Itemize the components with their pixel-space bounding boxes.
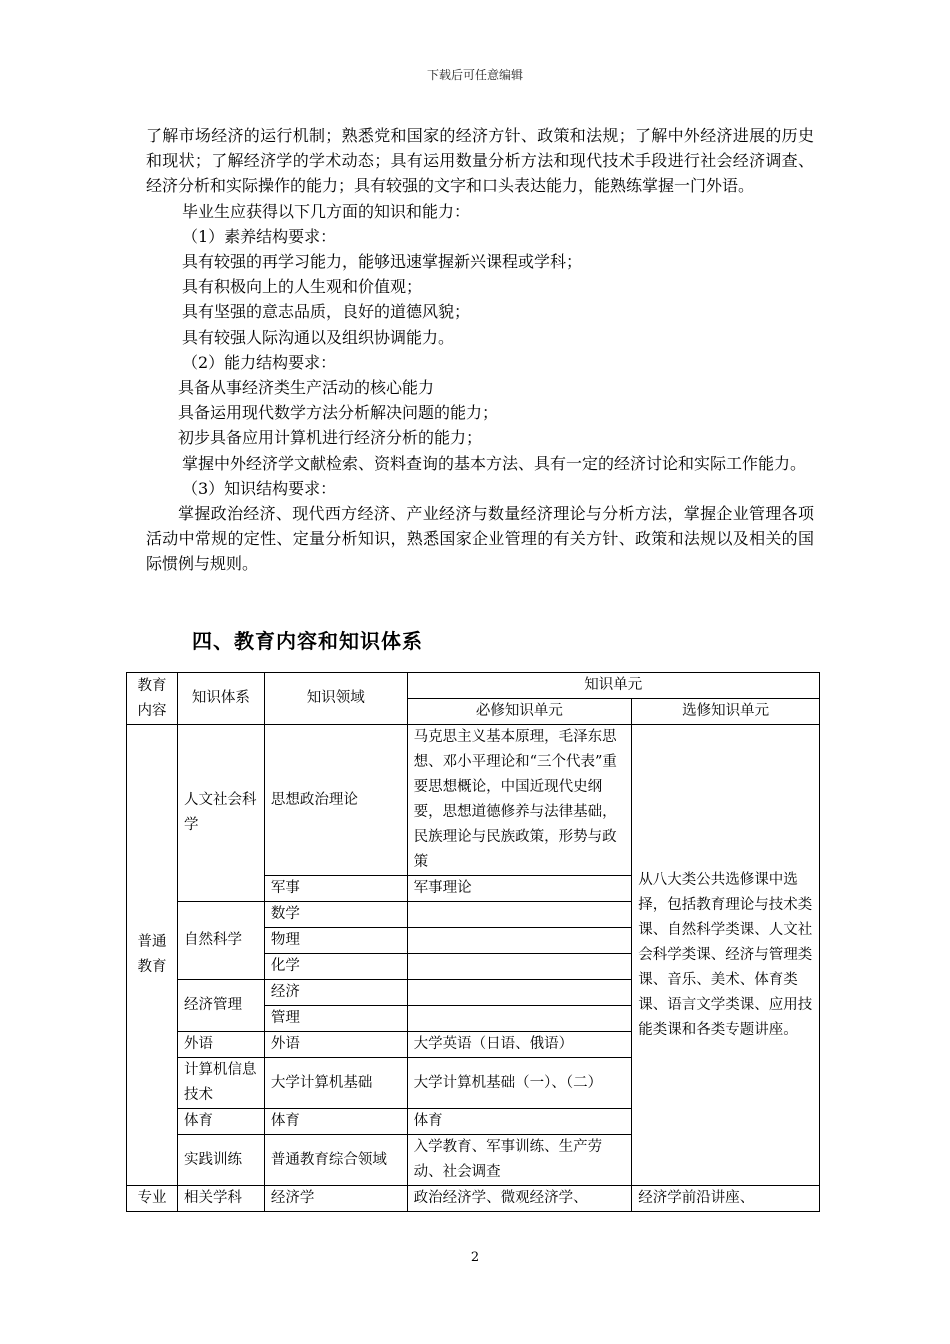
required-economics: 政治经济学、微观经济学、 xyxy=(407,1186,632,1212)
paragraph: （1）素养结构要求： xyxy=(182,226,337,246)
paragraph: 具有较强的再学习能力，能够迅速掌握新兴课程或学科； xyxy=(182,252,583,272)
field-practice: 普通教育综合领域 xyxy=(264,1135,407,1186)
knowledge-table xyxy=(126,672,820,1212)
system-natural-science: 自然科学 xyxy=(177,902,264,980)
major-cell: 专业 xyxy=(127,1186,178,1212)
system-pe: 体育 xyxy=(177,1109,264,1135)
paragraph: 具有积极向上的人生观和价值观； xyxy=(182,277,423,297)
paragraph: 掌握中外经济学文献检索、资料查询的基本方法、具有一定的经济讨论和实际工作能力。 xyxy=(182,453,807,473)
required-empty xyxy=(407,980,632,1006)
system-computer: 计算机信息技术 xyxy=(177,1058,264,1109)
section-heading: 四、教育内容和知识体系 xyxy=(192,629,423,653)
field-military: 军事 xyxy=(264,876,407,902)
page-number: 2 xyxy=(470,1250,480,1265)
field-politics: 思想政治理论 xyxy=(264,725,407,876)
header-knowledge-units: 知识单元 xyxy=(407,673,819,699)
header-required-units: 必修知识单元 xyxy=(407,699,632,725)
required-computer: 大学计算机基础（一）、（二） xyxy=(407,1058,632,1109)
system-econ-mgmt: 经济管理 xyxy=(177,980,264,1032)
required-politics: 马克思主义基本原理，毛泽东思想、邓小平理论和“三个代表”重要思想概论，中国近现代史纲要，思想道德修养与法律基础，民族理论与民族政策，形势与政策 xyxy=(407,725,632,876)
header-elective-units: 选修知识单元 xyxy=(632,699,820,725)
required-empty xyxy=(407,954,632,980)
field-chemistry: 化学 xyxy=(264,954,407,980)
system-practice: 实践训练 xyxy=(177,1135,264,1186)
field-economics: 经济学 xyxy=(264,1186,407,1212)
paragraph: 初步具备应用计算机进行经济分析的能力； xyxy=(178,428,483,448)
header-edu-content: 教育内容 xyxy=(127,673,178,725)
required-empty xyxy=(407,928,632,954)
paragraph: 具有坚强的意志品质，良好的道德风貌； xyxy=(182,302,471,322)
field-computer: 大学计算机基础 xyxy=(264,1058,407,1109)
header-knowledge-field: 知识领域 xyxy=(264,673,407,725)
field-math: 数学 xyxy=(264,902,407,928)
required-pe: 体育 xyxy=(407,1109,632,1135)
paragraph: （2）能力结构要求： xyxy=(182,352,337,372)
paragraph: 具有较强人际沟通以及组织协调能力。 xyxy=(182,327,455,347)
field-physics: 物理 xyxy=(264,928,407,954)
required-empty xyxy=(407,902,632,928)
elective-economics: 经济学前沿讲座、 xyxy=(632,1186,820,1212)
header-knowledge-system: 知识体系 xyxy=(177,673,264,725)
paragraph: 具备从事经济类生产活动的核心能力 xyxy=(178,378,435,398)
body-text xyxy=(146,123,814,577)
system-foreign-language: 外语 xyxy=(177,1032,264,1058)
paragraph: （3）知识结构要求： xyxy=(182,478,337,498)
paragraph: 了解市场经济的运行机制；熟悉党和国家的经济方针、政策和法规；了解中外经济进展的历史和现状；了解经济学的学术动态；具有运用数量分析方法和现代技术手段进行社会经济调查、经济分析和实际操作的能力；具有较强的文字和口头表达能力，能熟练掌握一门外语。 xyxy=(146,126,814,196)
general-education-cell: 普通教育 xyxy=(127,725,178,1186)
required-military: 军事理论 xyxy=(407,876,632,902)
field-management: 管理 xyxy=(264,1006,407,1032)
required-practice: 入学教育、军事训练、生产劳动、社会调查 xyxy=(407,1135,632,1186)
system-humanities: 人文社会科学 xyxy=(177,725,264,902)
field-pe: 体育 xyxy=(264,1109,407,1135)
elective-general: 从八大类公共选修课中选择，包括教育理论与技术类课、自然科学类课、人文社会科学类课、经济与管理类课、音乐、美术、体育类课、语言文学类课、应用技能类课和各类专题讲座。 xyxy=(632,725,820,1186)
paragraph: 毕业生应获得以下几方面的知识和能力： xyxy=(182,201,471,221)
required-empty xyxy=(407,1006,632,1032)
system-related: 相关学科 xyxy=(177,1186,264,1212)
page-header: 下载后可任意编辑 xyxy=(426,68,523,82)
paragraph: 掌握政治经济、现代西方经济、产业经济与数量经济理论与分析方法，掌握企业管理各项活动中常规的定性、定量分析知识，熟悉国家企业管理的有关方针、政策和法规以及相关的国际惯例与规则。 xyxy=(146,504,814,574)
required-foreign-language: 大学英语（日语、俄语） xyxy=(407,1032,632,1058)
paragraph: 具备运用现代数学方法分析解决问题的能力； xyxy=(178,403,499,423)
field-economy: 经济 xyxy=(264,980,407,1006)
field-foreign-language: 外语 xyxy=(264,1032,407,1058)
